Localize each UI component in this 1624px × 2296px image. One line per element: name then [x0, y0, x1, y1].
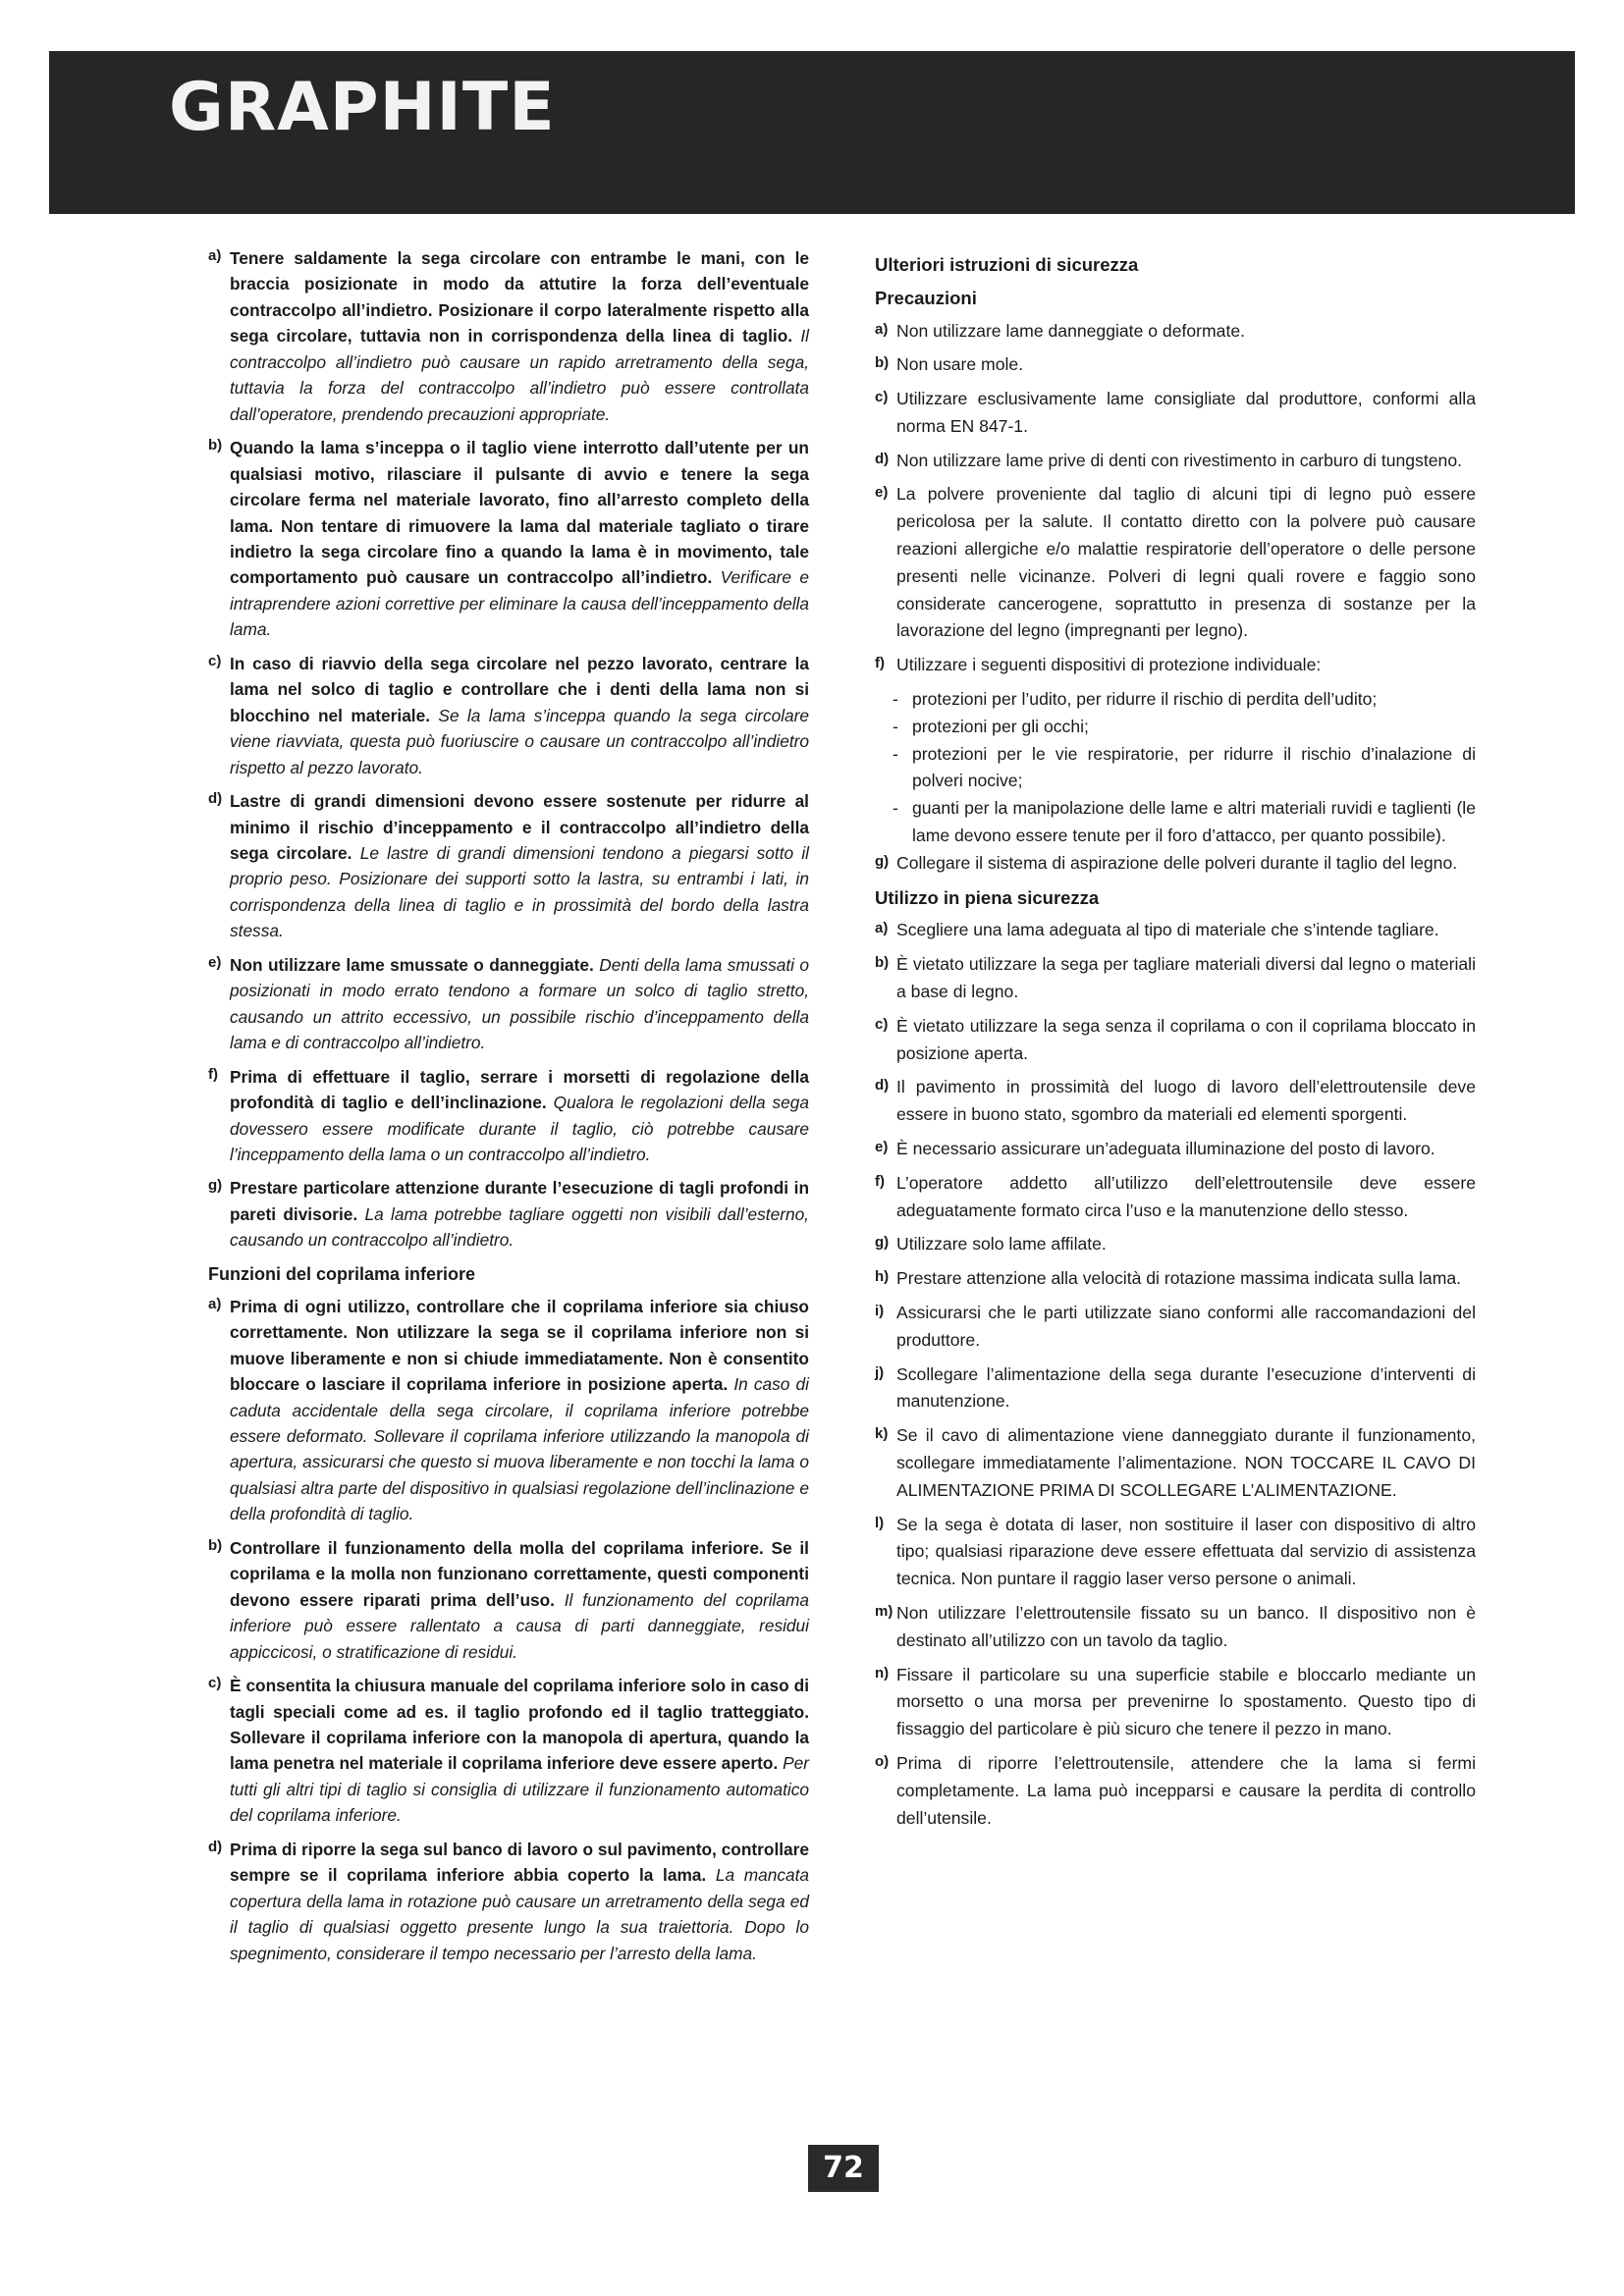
item-instruction: Prima di ogni utilizzo, controllare che il coprilama inferiore sia chiuso correttamente. Non utilizzare la sega se il coprilama inferiore non si muove liberamente e non si chiude immediatamente. Non è consentito bloccare o lasciare il coprilama inferiore in posizione aperta.: [230, 1296, 809, 1395]
list-item: [875, 1300, 1476, 1355]
item-explanation: Il funzionamento del coprilama inferiore può essere rallentato a causa di parti danneggiate, residui appiccicosi, o stratificazione di residui.: [230, 1589, 809, 1662]
item-label: d): [208, 1838, 223, 1855]
item-explanation: Verificare e intraprendere azioni correttive per eliminare la causa dell’inceppamento della lama.: [230, 567, 810, 640]
list-item: [875, 951, 1476, 1006]
list-item: [208, 1673, 809, 1829]
precautions-list: [875, 318, 1476, 680]
item-label: g): [875, 852, 890, 870]
item-label: e): [875, 1138, 889, 1155]
list-item: [875, 1231, 1476, 1258]
item-label: l): [875, 1514, 885, 1531]
page-number: 72: [808, 2145, 879, 2192]
kickback-list: [208, 245, 809, 1254]
item-text: Fissare il particolare su una superficie stabile e bloccarlo mediante un morsetto o una morsa per prevenirne lo spostamento. Questo tipo di fissaggio del particolare è più sicuro che tenere il pezzo in mano.: [896, 1664, 1476, 1739]
item-text: Non utilizzare lame danneggiate o deformate.: [896, 320, 1246, 341]
item-label: n): [875, 1664, 890, 1682]
ppe-text: protezioni per le vie respiratorie, per ridurre il rischio d’inalazione di polveri nocive;: [912, 743, 1476, 791]
item-explanation: La mancata copertura della lama in rotazione può causare un arretramento della sega ed il taglio di qualsiasi oggetto presente lungo la sua traiettoria. Dopo lo spegnimento, considerare il tempo necessario per l’arresto della lama.: [230, 1865, 809, 1963]
item-label: d): [875, 1077, 890, 1095]
ppe-item: [893, 686, 1476, 714]
list-item: [208, 788, 809, 944]
list-item: [875, 1750, 1476, 1832]
item-label: c): [875, 389, 889, 406]
item-label: b): [875, 954, 890, 972]
right-column: [875, 245, 1476, 1839]
item-text: È vietato utilizzare la sega per tagliare materiali diversi dal legno o materiali a base di legno.: [896, 954, 1476, 1001]
item-text: Se il cavo di alimentazione viene danneggiato durante il funzionamento, scollegare immediatamente l’alimentazione. NON TOCCARE IL CAVO DI ALIMENTAZIONE PRIMA DI SCOLLEGARE L’ALIMENTAZIONE.: [896, 1425, 1476, 1500]
item-label: a): [875, 920, 889, 937]
item-label: f): [208, 1065, 218, 1083]
item-text: Non utilizzare lame prive di denti con rivestimento in carburo di tungsteno.: [896, 450, 1462, 470]
list-item: [875, 1600, 1476, 1655]
list-item: [208, 1294, 809, 1527]
ppe-text: protezioni per l’udito, per ridurre il rischio di perdita dell’udito;: [912, 689, 1378, 710]
lower-guard-list: [208, 1294, 809, 1966]
item-text: Collegare il sistema di aspirazione delle polveri durante il taglio del legno.: [896, 852, 1458, 873]
list-item: [875, 318, 1476, 346]
item-label: c): [875, 1015, 889, 1033]
item-label: g): [875, 1234, 890, 1252]
list-item: [875, 917, 1476, 944]
list-item: [875, 652, 1476, 679]
item-instruction: In caso di riavvio della sega circolare nel pezzo lavorato, centrare la lama nel solco di taglio e controllare che i denti della lama non si blocchino nel materiale.: [230, 653, 809, 725]
list-item: [875, 1362, 1476, 1416]
item-label: k): [875, 1425, 889, 1443]
item-label: e): [875, 484, 889, 502]
item-text: Scollegare l’alimentazione della sega durante l’esecuzione d’interventi di manutenzione.: [896, 1363, 1476, 1412]
dash-bullet: -: [893, 798, 898, 819]
list-item: [875, 1265, 1476, 1293]
list-item: [875, 1512, 1476, 1593]
dash-bullet: -: [893, 716, 898, 736]
item-label: o): [875, 1752, 890, 1770]
item-text: Se la sega è dotata di laser, non sostituire il laser con dispositivo di altro tipo; qualsiasi riparazione deve essere effettuata dal servizio di assistenza tecnica. Non puntare il raggio laser verso persone o animali.: [896, 1514, 1476, 1589]
list-item: [208, 1535, 809, 1665]
item-explanation: Per tutti gli altri tipi di taglio si consiglia di utilizzare il funzionamento automatico del coprilama inferiore.: [230, 1753, 809, 1826]
item-label: c): [208, 652, 222, 669]
list-item: [875, 1170, 1476, 1225]
list-item: [208, 435, 809, 643]
ppe-text: guanti per la manipolazione delle lame e altri materiali ruvidi e taglienti (le lame devono essere tenute per il foro d’attacco, per quanto possibile).: [912, 798, 1476, 846]
item-label: g): [208, 1177, 223, 1195]
left-column: [208, 245, 809, 1974]
item-label: e): [208, 953, 222, 971]
item-text: Prestare attenzione alla velocità di rotazione massima indicata sulla lama.: [896, 1268, 1462, 1289]
item-instruction: Controllare il funzionamento della molla del coprilama inferiore. Se il coprilama e la molla non funzionano correttamente, questi componenti devono essere riparati prima dell’uso.: [230, 1537, 809, 1610]
item-label: a): [208, 1295, 222, 1312]
section-heading-safe-use: Utilizzo in piena sicurezza: [875, 886, 1100, 908]
item-instruction: Prima di effettuare il taglio, serrare i morsetti di regolazione della profondità di taglio e dell’inclinazione.: [230, 1066, 809, 1113]
item-label: d): [875, 450, 890, 467]
item-explanation: La lama potrebbe tagliare oggetti non visibili dall’esterno, causando un contraccolpo all’indietro.: [230, 1203, 809, 1251]
item-text: Utilizzare esclusivamente lame consigliate dal produttore, conformi alla norma EN 847-1.: [896, 389, 1476, 436]
item-label: b): [208, 1536, 223, 1554]
ppe-item: [893, 741, 1476, 796]
item-explanation: Il contraccolpo all’indietro può causare un rapido arretramento della sega, tuttavia la forza del contraccolpo all’indietro può essere controllata dall’operatore, prendendo precauzioni appropriate.: [230, 326, 809, 424]
item-label: i): [875, 1302, 885, 1319]
item-text: Il pavimento in prossimità del luogo di lavoro dell’elettroutensile deve essere in buono stato, sgombro da materiali ed elementi sporgenti.: [896, 1077, 1476, 1125]
item-text: Assicurarsi che le parti utilizzate siano conformi alle raccomandazioni del produttore.: [896, 1302, 1476, 1350]
ppe-text: protezioni per gli occhi;: [912, 716, 1089, 736]
item-label: f): [875, 655, 885, 672]
list-item: [875, 1013, 1476, 1068]
item-instruction: Non utilizzare lame smussate o danneggiate.: [230, 954, 594, 975]
list-item: [208, 651, 809, 780]
dash-bullet: -: [893, 689, 898, 710]
item-text: Scegliere una lama adeguata al tipo di materiale che s’intende tagliare.: [896, 920, 1439, 940]
item-text: È vietato utilizzare la sega senza il coprilama o con il coprilama bloccato in posizione aperta.: [896, 1015, 1476, 1063]
item-text: Non utilizzare l’elettroutensile fissato su un banco. Il dispositivo non è destinato all’utilizzo con un tavolo da taglio.: [896, 1602, 1476, 1650]
item-explanation: Qualora le regolazioni della sega dovessero essere modificate durante il taglio, ciò potrebbe causare l’inceppamento della lama o un contraccolpo all’indietro.: [230, 1093, 809, 1164]
list-item: [875, 1422, 1476, 1504]
ppe-item: [893, 714, 1476, 741]
item-label: a): [875, 320, 889, 338]
list-item: [208, 952, 809, 1056]
item-label: m): [875, 1602, 893, 1620]
list-item: [875, 1136, 1476, 1163]
item-instruction: Prestare particolare attenzione durante l’esecuzione di tagli profondi in pareti divisorie.: [230, 1178, 809, 1224]
item-label: a): [208, 247, 222, 264]
item-label: c): [208, 1675, 222, 1692]
brand-logo: GRAPHITE: [169, 69, 556, 146]
item-explanation: Se la lama s’inceppa quando la sega circolare viene riavviata, questa può fuoriuscire o causare un contraccolpo all’indietro rispetto al pezzo lavorato.: [230, 705, 810, 777]
item-label: f): [875, 1172, 885, 1190]
ppe-item: [893, 795, 1476, 850]
safe-use-list: [875, 917, 1476, 1832]
item-label: b): [208, 437, 223, 454]
item-text: Utilizzare solo lame affilate.: [896, 1234, 1107, 1255]
list-item: [875, 1074, 1476, 1129]
list-item: [875, 351, 1476, 379]
list-item: [208, 245, 809, 427]
list-item: [208, 1837, 809, 1966]
item-text: Non usare mole.: [896, 354, 1024, 375]
item-text: Prima di riporre l’elettroutensile, attendere che la lama si fermi completamente. La lama può incepparsi e causare la perdita di controllo dell’utensile.: [896, 1752, 1476, 1828]
item-text: Utilizzare i seguenti dispositivi di protezione individuale:: [896, 655, 1322, 675]
item-explanation: In caso di caduta accidentale della sega circolare, il coprilama inferiore potrebbe essere deformato. Sollevare il coprilama inferiore utilizzando la manopola di apertura, assicurarsi che questo si muova liberamente e non tocchi la lama o qualsiasi altra parte del dispositivo in qualsiasi regolazione dell’inclinazione e della profondità di taglio.: [230, 1374, 809, 1524]
item-text: La polvere proveniente dal taglio di alcuni tipi di legno può essere pericolosa per la salute. Il contatto diretto con la polvere può causare reazioni allergiche e/o malattie respiratorie dell’operatore o delle persone presenti nelle vicinanze. Polveri di legni quali rovere e faggio sono considerate cancerogene, soprattutto in presenza di sostanze per la lavorazione del legno (impregnanti per legno).: [896, 484, 1476, 641]
item-text: L’operatore addetto all’utilizzo dell’elettroutensile deve essere adeguatamente formato circa l’uso e la manutenzione dello stesso.: [896, 1172, 1476, 1220]
item-explanation: Le lastre di grandi dimensioni tendono a piegarsi sotto il proprio peso. Posizionare dei supporti sotto la lastra, su entrambi i lati, in corrispondenza della linea di taglio e in prossimità del bordo della lastra stessa.: [230, 842, 810, 941]
item-text: È necessario assicurare un’adeguata illuminazione del posto di lavoro.: [896, 1138, 1435, 1158]
item-instruction: Prima di riporre la sega sul banco di lavoro o sul pavimento, controllare sempre se il coprilama inferiore abbia coperto la lama.: [230, 1839, 809, 1886]
item-label: h): [875, 1268, 890, 1286]
item-instruction: Lastre di grandi dimensioni devono essere sostenute per ridurre al minimo il rischio d’inceppamento e il contraccolpo all’indietro della sega circolare.: [230, 791, 809, 863]
section-heading-lower-guard: Funzioni del coprilama inferiore: [208, 1263, 476, 1284]
list-item: [875, 386, 1476, 441]
list-item: [875, 481, 1476, 645]
item-instruction: È consentita la chiusura manuale del coprilama inferiore solo in caso di tagli speciali come ad es. il taglio profondo ed il taglio tratteggiato. Sollevare il coprilama inferiore con la manopola di apertura, quando la lama penetra nel materiale il coprilama inferiore deve essere aperto.: [230, 1676, 809, 1774]
list-item: [875, 850, 1476, 878]
ppe-list: [875, 686, 1476, 850]
list-item: [208, 1175, 809, 1253]
section-heading-precautions: Precauzioni: [875, 287, 977, 308]
item-label: b): [875, 354, 890, 372]
list-item: [875, 1662, 1476, 1743]
list-item: [875, 448, 1476, 475]
dash-bullet: -: [893, 743, 898, 764]
item-label: d): [208, 790, 223, 808]
item-instruction: Tenere saldamente la sega circolare con entrambe le mani, con le braccia posizionate in modo da attutire la forza dell’eventuale contraccolpo all’indietro. Posizionare il corpo lateralmente rispetto alla sega circolare, tuttavia non in corrispondenza della linea di taglio.: [230, 248, 809, 347]
item-explanation: Denti della lama smussati o posizionati in modo errato tendono a formare un solco di taglio stretto, causando un attrito eccessivo, un possibile rischio d’inceppamento della lama e di contraccolpo all’indietro.: [230, 954, 809, 1053]
item-instruction: Quando la lama s’inceppa o il taglio viene interrotto dall’utente per un qualsiasi motivo, rilasciare il pulsante di avvio e tenere la sega circolare ferma nel materiale lavorato, fino all’arresto completo della lama. Non tentare di rimuovere la lama dal materiale tagliato o tirare indietro la sega circolare fino a quando la lama è in movimento, tale comportamento può causare un contraccolpo all’indietro.: [230, 438, 809, 588]
list-item: [208, 1064, 809, 1168]
section-title-further-safety: Ulteriori istruzioni di sicurezza: [875, 254, 1139, 275]
item-label: j): [875, 1363, 885, 1381]
